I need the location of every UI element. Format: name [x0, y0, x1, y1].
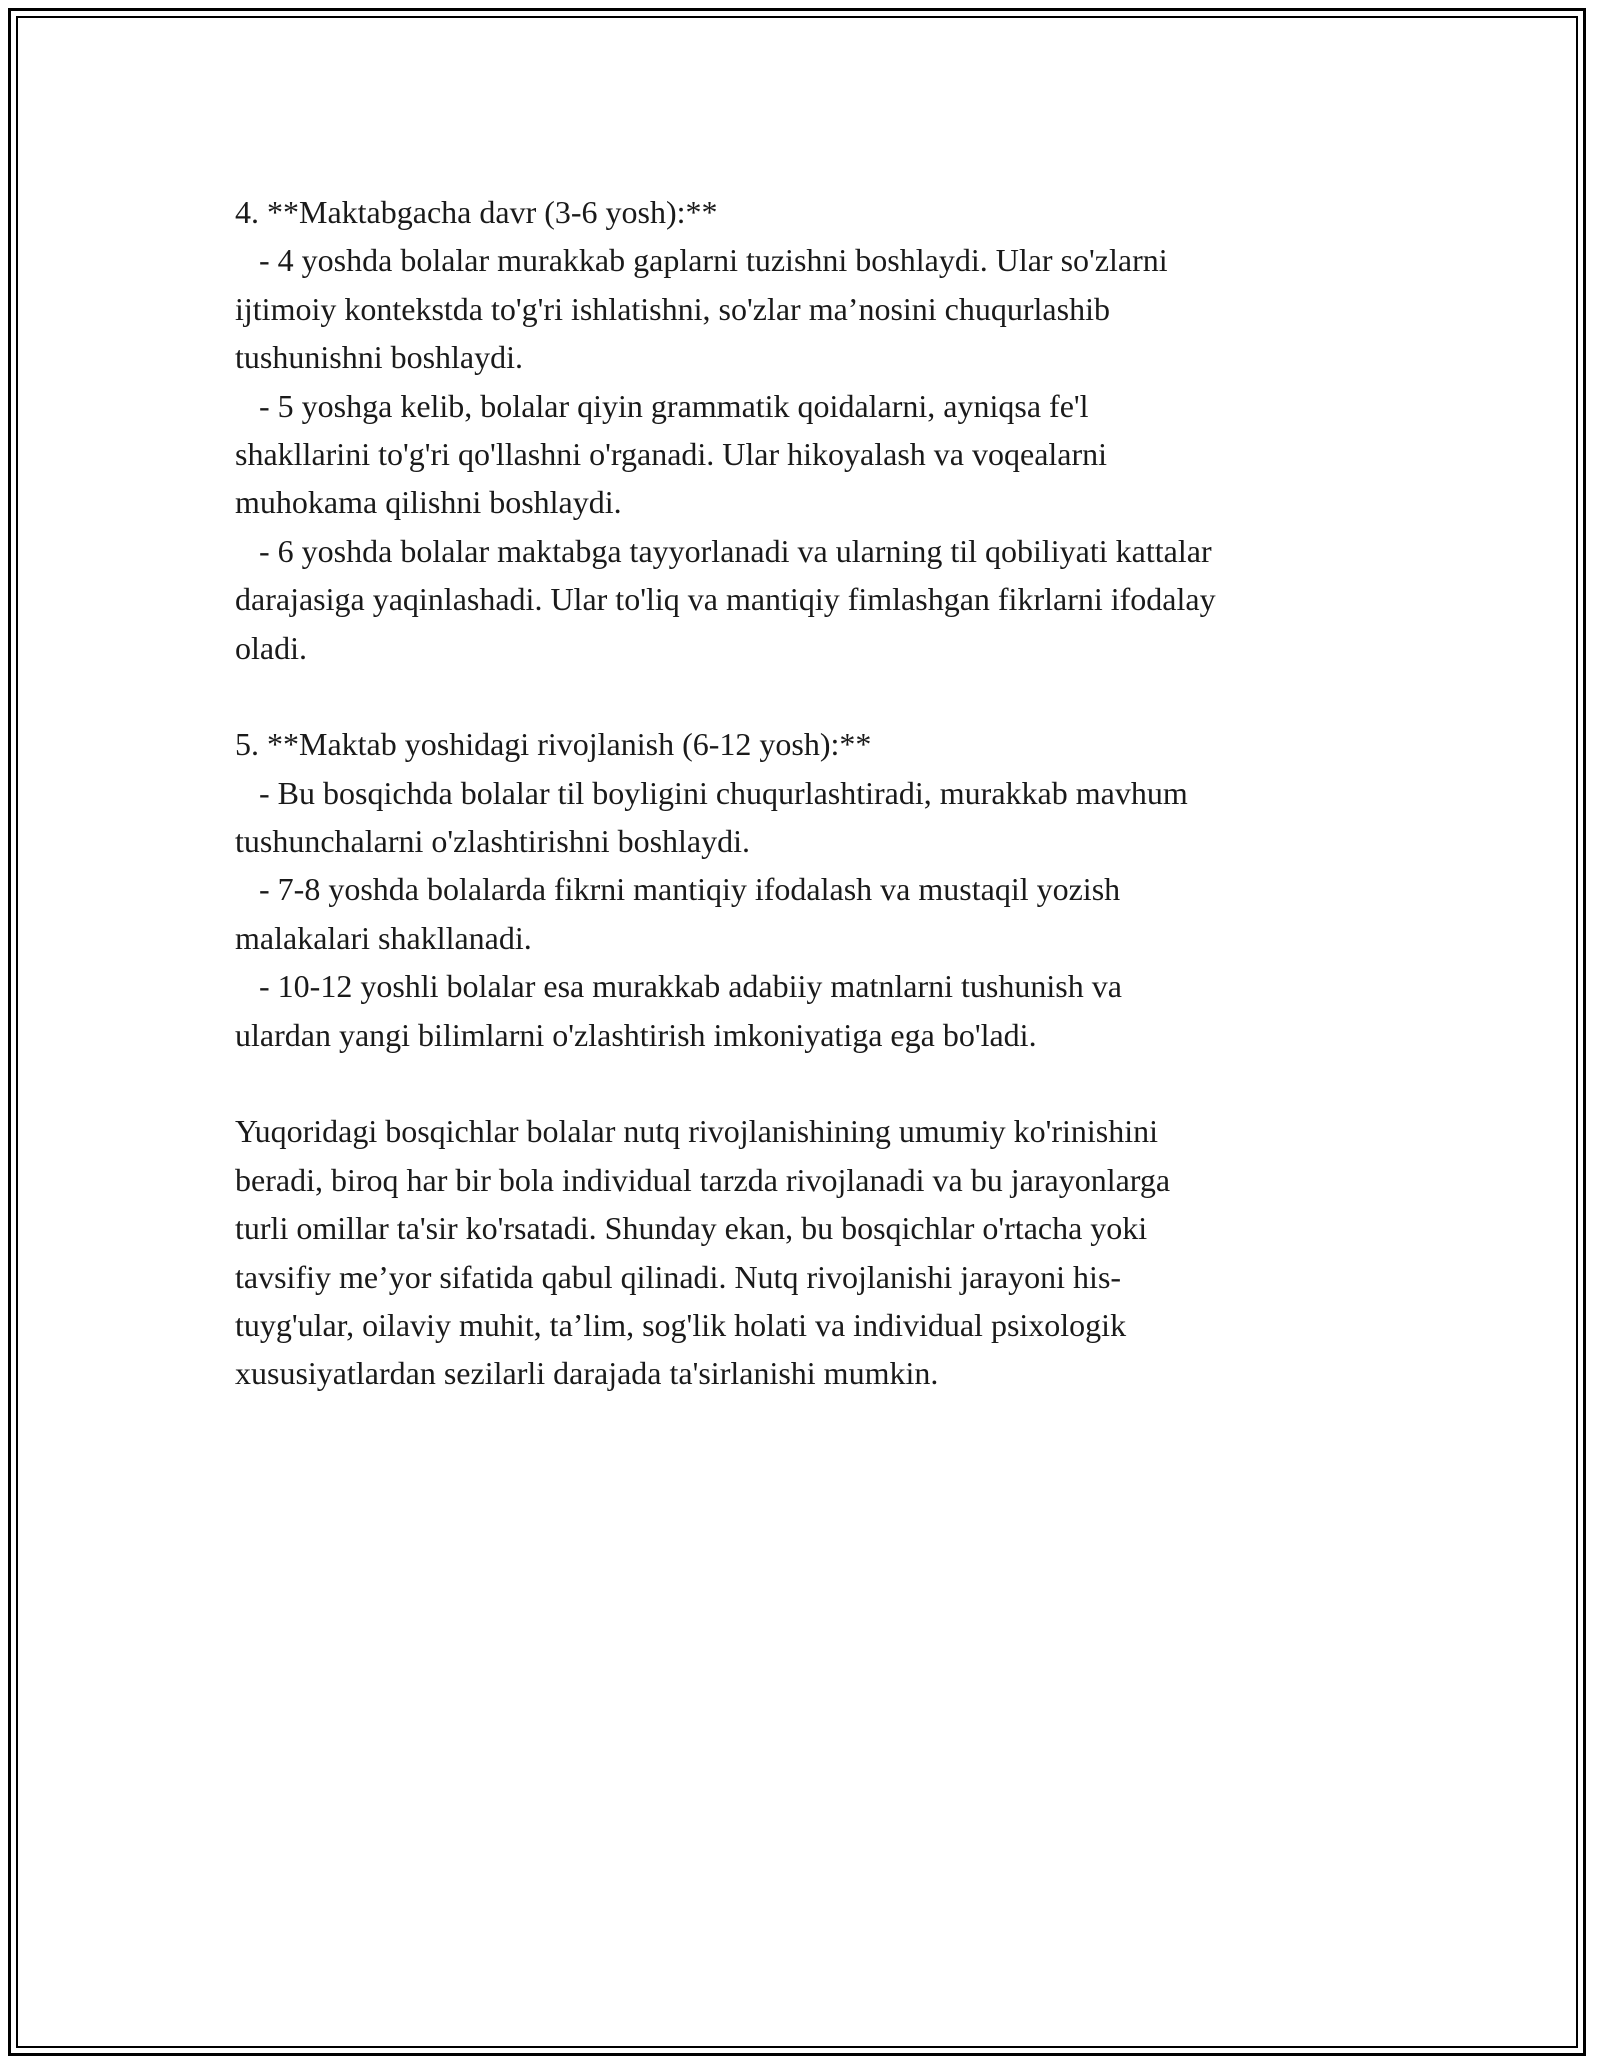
- text-line: - 7-8 yoshda bolalarda fikrni mantiqiy ifodalash va mustaqil yozish: [235, 871, 1121, 908]
- text-line: tushunishni boshlaydi.: [235, 339, 524, 376]
- text-line: beradi, biroq har bir bola individual tarzda rivojlanadi va bu jarayonlarga: [235, 1161, 1171, 1198]
- text-line: tushunchalarni o'zlashtirishni boshlaydi.: [235, 823, 751, 860]
- text-line: - 6 yoshda bolalar maktabga tayyorlanadi va ularning til qobiliyati kattalar: [235, 532, 1212, 569]
- text-line: darajasiga yaqinlashadi. Ular to'liq va mantiqiy fimlashgan fikrlarni ifodalay: [235, 581, 1216, 618]
- text-line: oladi.: [235, 629, 307, 666]
- section-heading: 5. **Maktab yoshidagi rivojlanish (6-12 yosh):**: [235, 726, 872, 763]
- paragraph-gap: [235, 672, 1365, 720]
- section-heading: 4. **Maktabgacha davr (3-6 yosh):**: [235, 194, 718, 230]
- document-body: [235, 188, 1365, 1398]
- text-line: tuyg'ular, oilaviy muhit, ta’lim, sog'lik holati va individual psixologik: [235, 1306, 1127, 1343]
- text-line: turli omillar ta'sir ko'rsatadi. Shunday ekan, bu bosqichlar o'rtacha yoki: [235, 1210, 1148, 1247]
- text-line: - 4 yoshda bolalar murakkab gaplarni tuzishni boshlaydi. Ular so'zlarni: [235, 242, 1168, 279]
- text-line: xususiyatlardan sezilarli darajada ta'sirlanishi mumkin.: [235, 1355, 939, 1392]
- text-line: - 10-12 yoshli bolalar esa murakkab adabiiy matnlarni tushunish va: [235, 968, 1122, 1005]
- text-line: muhokama qilishni boshlaydi.: [235, 484, 622, 521]
- section-preschool: [235, 188, 1365, 672]
- section-summary: [235, 1107, 1365, 1397]
- text-line: malakalari shakllanadi.: [235, 919, 532, 956]
- section-school-age: [235, 720, 1365, 1059]
- text-line: tavsifiy me’yor sifatida qabul qilinadi. Nutq rivojlanishi jarayoni his-: [235, 1258, 1122, 1295]
- text-line: Yuqoridagi bosqichlar bolalar nutq rivojlanishining umumiy ko'rinishini: [235, 1113, 1158, 1150]
- text-line: shakllarini to'g'ri qo'llashni o'rganadi. Ular hikoyalash va voqealarni: [235, 435, 1108, 472]
- paragraph-gap: [235, 1059, 1365, 1107]
- text-line: ijtimoiy kontekstda to'g'ri ishlatishni, so'zlar ma’nosini chuqurlashib: [235, 290, 1110, 327]
- text-line: ulardan yangi bilimlarni o'zlashtirish imkoniyatiga ega bo'ladi.: [235, 1016, 1037, 1053]
- text-line: - Bu bosqichda bolalar til boyligini chuqurlashtiradi, murakkab mavhum: [235, 774, 1188, 811]
- text-line: - 5 yoshga kelib, bolalar qiyin grammatik qoidalarni, ayniqsa fe'l: [235, 387, 1089, 424]
